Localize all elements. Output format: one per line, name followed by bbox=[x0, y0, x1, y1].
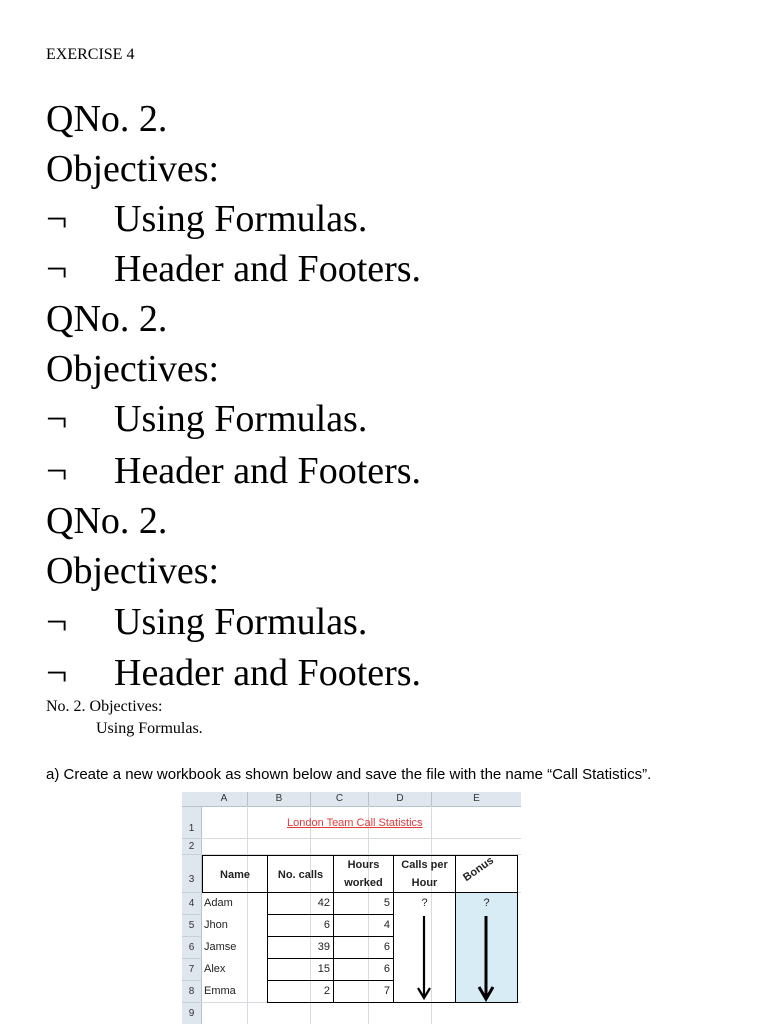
cell-name: Alex bbox=[204, 963, 226, 975]
header-bonus: Bonus bbox=[461, 854, 497, 884]
objective-item bbox=[46, 603, 367, 641]
small-objective-item bbox=[96, 720, 203, 738]
column-header: D bbox=[369, 792, 432, 807]
header-name: Name bbox=[220, 869, 250, 881]
row-header: 2 bbox=[182, 839, 202, 855]
column-header: A bbox=[201, 792, 248, 807]
cell-calls: 6 bbox=[323, 919, 330, 931]
bullet-symbol: ¬ bbox=[46, 198, 68, 240]
row-header: 9 bbox=[182, 1003, 202, 1024]
cell-hours: 6 bbox=[383, 963, 390, 975]
question-number: QNo. 2. bbox=[46, 500, 168, 542]
bullet-symbol: ¬ bbox=[46, 398, 68, 440]
cell-name: Jamse bbox=[204, 941, 237, 953]
cell-hours: 7 bbox=[383, 985, 390, 997]
objective-item bbox=[46, 452, 421, 490]
spreadsheet-image bbox=[182, 792, 521, 1024]
row-header: 3 bbox=[182, 855, 202, 893]
objective-text: Using Formulas. bbox=[114, 198, 368, 240]
column-header: C bbox=[311, 792, 369, 807]
header-hours-line2: worked bbox=[344, 877, 383, 889]
cell-name: Emma bbox=[204, 985, 236, 997]
down-arrows bbox=[182, 792, 521, 1024]
row-header: 5 bbox=[182, 915, 202, 937]
sheet-title: London Team Call Statistics bbox=[287, 817, 423, 829]
objective-item bbox=[46, 654, 421, 692]
bullet-symbol: ¬ bbox=[46, 248, 68, 290]
row-header: 7 bbox=[182, 959, 202, 981]
cell-bonus: ? bbox=[483, 897, 490, 909]
objective-text: Header and Footers. bbox=[114, 450, 422, 492]
row-header: 6 bbox=[182, 937, 202, 959]
cell-cph: ? bbox=[421, 897, 428, 909]
bullet-symbol: ¬ bbox=[46, 450, 68, 492]
small-objectives-line: No. 2. Objectives: bbox=[46, 698, 163, 715]
small-objective-text: Using Formulas. bbox=[96, 720, 203, 737]
header-hours-line1: Hours bbox=[347, 859, 380, 871]
question-number: QNo. 2. bbox=[46, 98, 168, 140]
exercise-label: EXERCISE 4 bbox=[46, 46, 135, 63]
bullet-symbol: ¬ bbox=[46, 652, 68, 694]
objective-text: Header and Footers. bbox=[114, 248, 422, 290]
header-calls: No. calls bbox=[277, 869, 324, 881]
objective-text: Using Formulas. bbox=[114, 601, 368, 643]
cell-calls: 39 bbox=[317, 941, 330, 953]
header-cph-line1: Calls per bbox=[401, 859, 448, 871]
cell-calls: 42 bbox=[317, 897, 330, 909]
cell-hours: 6 bbox=[383, 941, 390, 953]
bullet-symbol: ¬ bbox=[46, 601, 68, 643]
instruction-text: a) Create a new workbook as shown below and save the file with the name “Call Statistics”. bbox=[46, 766, 652, 783]
objective-item bbox=[46, 250, 421, 288]
row-header: 8 bbox=[182, 981, 202, 1003]
objective-item bbox=[46, 200, 367, 238]
objectives-heading: Objectives: bbox=[46, 148, 220, 190]
objective-text: Using Formulas. bbox=[114, 398, 368, 440]
question-number: QNo. 2. bbox=[46, 298, 168, 340]
cell-name: Adam bbox=[204, 897, 233, 909]
cell-hours: 5 bbox=[383, 897, 390, 909]
arrow-down-icon bbox=[479, 916, 493, 999]
arrow-down-icon bbox=[418, 916, 430, 998]
row-header: 4 bbox=[182, 893, 202, 915]
cell-calls: 2 bbox=[323, 985, 330, 997]
row-header: 1 bbox=[182, 807, 202, 839]
column-header: E bbox=[432, 792, 521, 807]
column-header: B bbox=[248, 792, 311, 807]
header-cph-line2: Hour bbox=[411, 877, 438, 889]
objectives-heading: Objectives: bbox=[46, 348, 220, 390]
cell-name: Jhon bbox=[204, 919, 228, 931]
objectives-heading: Objectives: bbox=[46, 550, 220, 592]
cell-hours: 4 bbox=[383, 919, 390, 931]
objective-text: Header and Footers. bbox=[114, 652, 422, 694]
cell-calls: 15 bbox=[317, 963, 330, 975]
objective-item bbox=[46, 400, 367, 438]
